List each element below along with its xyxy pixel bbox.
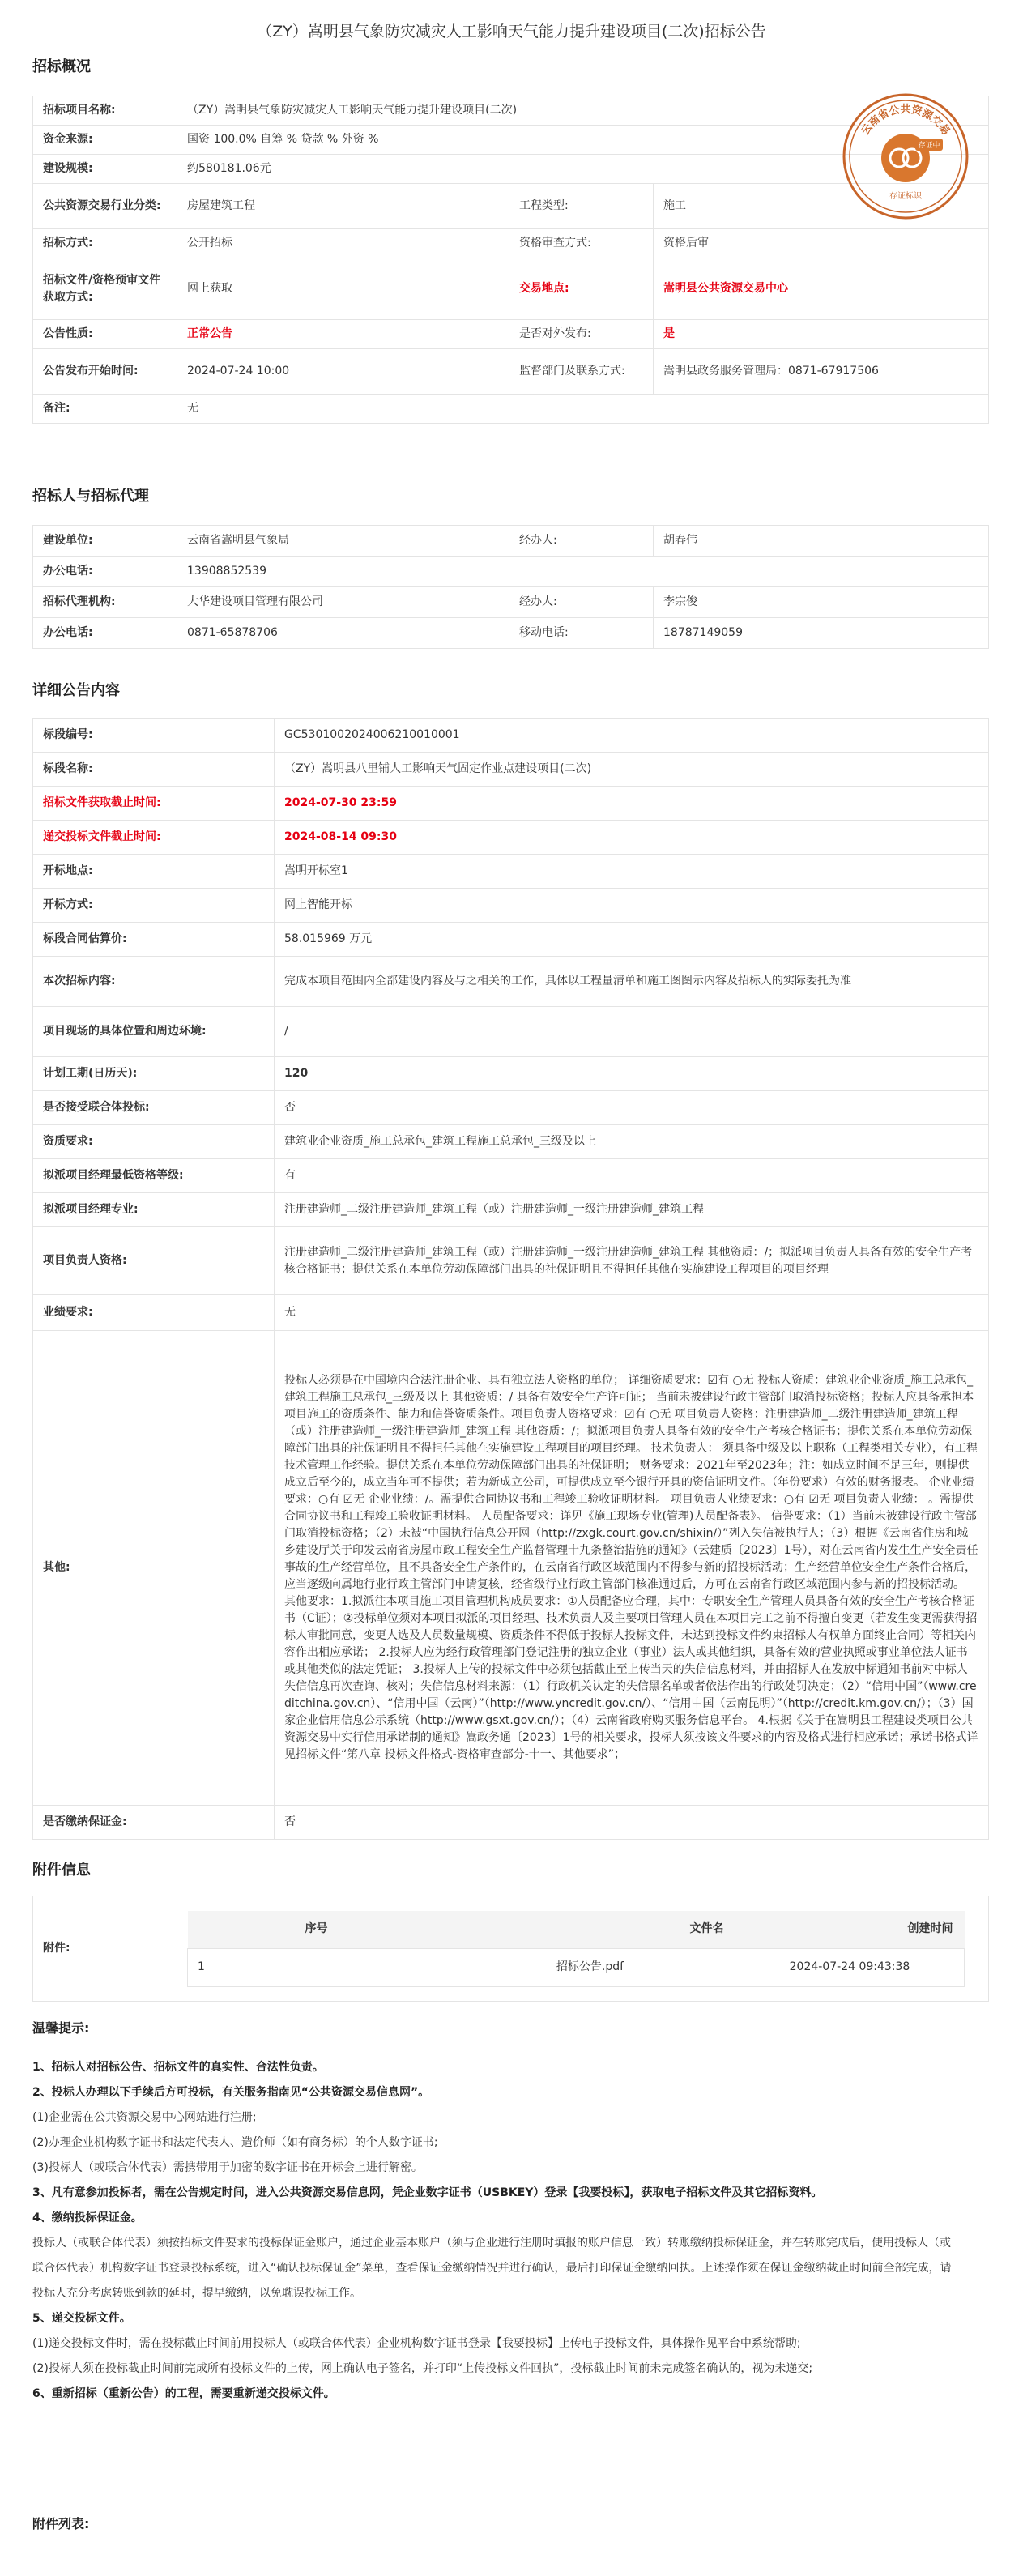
table-row	[33, 855, 989, 889]
section-overview	[32, 55, 91, 76]
certification-seal-icon	[841, 92, 970, 221]
field-label-2: 移动电话:	[509, 618, 654, 649]
table-row	[33, 1331, 989, 1806]
field-label: 建设单位:	[33, 526, 177, 557]
tip-line: 4、缴纳投标保证金。	[32, 2211, 143, 2224]
field-label-2: 资格审查方式:	[509, 229, 654, 258]
section-agency	[32, 484, 149, 505]
table-row	[33, 821, 989, 855]
field-label: 递交投标文件截止时间:	[33, 821, 275, 855]
attachment-header-row	[188, 1911, 965, 1949]
table-row	[33, 1193, 989, 1227]
field-value: （ZY）嵩明县八里铺人工影响天气固定作业点建设项目(二次)	[275, 753, 989, 787]
attachment-number: 1	[188, 1948, 445, 1986]
field-label: 开标方式:	[33, 889, 275, 923]
field-value: 2024-08-14 09:30	[275, 821, 989, 855]
tip-line: 6、重新招标（重新公告）的工程，需要重新递交投标文件。	[32, 2387, 335, 2400]
table-row	[33, 526, 989, 557]
field-value: 58.015969 万元	[275, 923, 989, 957]
field-label: 招标方式:	[33, 229, 177, 258]
attachment-list-footer	[32, 2511, 89, 2536]
field-label: 备注:	[33, 395, 177, 424]
section-heading: 招标人与招标代理	[32, 488, 149, 505]
field-value-2: 是	[654, 320, 989, 349]
field-label: 公告性质:	[33, 320, 177, 349]
field-label: 标段编号:	[33, 719, 275, 753]
field-value: 注册建造师_二级注册建造师_建筑工程（或）注册建造师_一级注册建造师_建筑工程 其他资质：/；拟派项目负责人具备有效的安全生产考核合格证书；提供关系在本单位劳动保障部门出具的社保证明且不得担任其他在实施建设工程项目的项目经理	[275, 1227, 989, 1295]
field-value: 完成本项目范围内全部建设内容及与之相关的工作，具体以工程量清单和施工图图示内容及招标人的实际委托为准	[275, 957, 989, 1007]
table-row	[33, 557, 989, 587]
field-value-2: 嵩明县政务服务管理局：0871-67917506	[654, 349, 989, 395]
field-label: 资质要求:	[33, 1125, 275, 1159]
field-value: 无	[275, 1295, 989, 1331]
field-label-2: 经办人:	[509, 587, 654, 618]
field-label: 标段合同估算价:	[33, 923, 275, 957]
field-label: 公告发布开始时间:	[33, 349, 177, 395]
field-label-2: 经办人:	[509, 526, 654, 557]
table-row	[33, 787, 989, 821]
section-detail	[32, 679, 120, 700]
field-label-2: 交易地点:	[509, 258, 654, 320]
field-label-2: 工程类型:	[509, 184, 654, 229]
svg-text:云南省公共资源交易	[859, 103, 952, 138]
table-row	[33, 1227, 989, 1295]
field-label: 项目负责人资格:	[33, 1227, 275, 1295]
field-value: 房屋建筑工程	[177, 184, 509, 229]
field-value-2: 嵩明县公共资源交易中心	[654, 258, 989, 320]
field-label: 本次招标内容:	[33, 957, 275, 1007]
section-attachments	[32, 1858, 91, 1879]
seal-text-top: 云南省公共资源交易	[859, 104, 953, 138]
field-label: 标段名称:	[33, 753, 275, 787]
agency-table	[32, 525, 989, 649]
field-value: 投标人必须是在中国境内合法注册企业、具有独立法人资格的单位； 详细资质要求：☑有 ○无 投标人资质：建筑业企业资质_施工总承包_建筑工程施工总承包_三级及以上 其他资质：/ 具备有效安全生产许可证； 当前未被建设行政主管部门取消投标资格；投标人应具备承担本项目施工的资质条件、能力和信誉资质条件。项目负责人资格要求：☑有 ○无 项目负责人资格：注册建造师_二级注册建造师_建筑工程（或）注册建造师_一级注册建造师_建筑工程 其他资质：/；拟派项目负责人具备有效的安全生产考核合格证书；提供关系在本单位劳动保障部门出具的社保证明且不得担任其他在实施建设工程项目的项目经理。 技术负责人： 须具备中级及以上职称（工程类相关专业），有工程技术管理工作经验。提供关系在本单位劳动保障部门出具的社保证明； 财务要求：2021年至2023年；注：如成立时间不足三年，则提供成立后至今的，成立当年可不提供；若为新成立公司，可提供成立至今银行开具的资信证明文件。（年份要求）有效的财务报表。 企业业绩要求：○有 ☑无 企业业绩：/。需提供合同协议书和工程竣工验收证明材料。 项目负责人业绩要求：○有 ☑无 项目负责人业绩： 。需提供合同协议书和工程竣工验收证明材料。 人员配备要求：详见《施工现场专业(管理)人员配备表》。 信誉要求：（1）当前未被建设行政主管部门取消投标资格；（2）未被“中国执行信息公开网（http://zxgk.court.gov.cn/shixin/）”列入失信被执行人；（3）根据《云南省住房和城乡建设厅关于印发云南省房屋市政工程安全生产监督管理十九条整治措施的通知》（云建质〔2023〕1号），对在云南省内发生生产安全责任事故的生产经营单位，且不具备安全生产条件的，在云南省行政区域范围内不得参与新的招投标活动；生产经营单位安全生产条件合格后，应当逐级向属地行业行政主管部门申请复核，经省级行业行政主管部门核准通过后，方可在云南省行政区域范围内参与新的招投标活动。 其他要求：1.拟派往本项目施工项目管理机构成员要求：①人员配备应合理，其中：专职安全生产管理人员具备有效的安全生产考核合格证书（C证）；②投标单位须对本项目拟派的项目经理、技术负责人及主要项目管理人员在本项目完工之前不得擅自变更（若发生变更需获得招标人审批同意，变更人选及人员数量规模、资质条件不得低于投标人投标文件，未达到投标文件约束招标人有权单方面终止合同）等相关内容作出相应承诺； 2.投标人应为经行政管理部门登记注册的独立企业（事业）法人或其他组织，具备有效的营业执照或事业单位法人证书或其他类似的法定凭证； 3.投标人上传的投标文件中必须包括截止至上传当天的失信信息材料，并由招标人在发放中标通知书前对中标人失信信息再次查询、核对；失信信息材料来源：（1）行政机关认定的失信黑名单或者依法作出的行政处罚决定；（2）“信用中国”（www.creditchina.gov.cn）、“信用中国（云南）”（http://www.yncredit.gov.cn/）、“信用中国（云南昆明）”（http://credit.km.gov.cn/）；（3）国家企业信用信息公示系统（http://www.gsxt.gov.cn/）；（4）云南省政府购买服务信息平台。 4.根据《关于在嵩明县工程建设类项目公共资源交易中实行信用承诺制的通知》嵩政务通〔2023〕1号的相关要求，投标人须按该文件要求的内容及格式进行相应承诺；承诺书格式详见招标文件“第八章 投标文件格式-资格审查部分-十一、其他要求”；	[275, 1331, 989, 1806]
field-value: 网上智能开标	[275, 889, 989, 923]
tip-line: (2)投标人须在投标截止时间前完成所有投标文件的上传，网上确认电子签名，并打印“上传投标文件回执”，投标截止时间前未完成签名确认的，视为未递交;	[32, 2362, 813, 2375]
field-label: 办公电话:	[33, 557, 177, 587]
field-label: 招标文件获取截止时间:	[33, 787, 275, 821]
column-header: 序号	[188, 1911, 445, 1949]
column-header: 文件名	[445, 1911, 735, 1949]
field-value: 正常公告	[177, 320, 509, 349]
field-value: 2024-07-30 23:59	[275, 787, 989, 821]
tip-line: (3)投标人（或联合体代表）需携带用于加密的数字证书在开标会上进行解密。	[32, 2161, 423, 2174]
field-value: /	[275, 1007, 989, 1057]
seal-text-bottom: 存证标识	[889, 192, 922, 201]
field-value-2: 18787149059	[654, 618, 989, 649]
attachment-list-cell	[177, 1896, 989, 2002]
seal-badge-text: 存证中	[918, 142, 940, 150]
field-value: （ZY）嵩明县气象防灾减灾人工影响天气能力提升建设项目(二次)	[177, 96, 989, 126]
detail-table	[32, 718, 989, 1840]
table-row	[33, 923, 989, 957]
section-heading: 详细公告内容	[32, 682, 120, 699]
field-value: 0871-65878706	[177, 618, 509, 649]
field-label: 是否缴纳保证金:	[33, 1806, 275, 1840]
attachment-list-label: 附件列表:	[32, 2516, 90, 2531]
field-label: 公共资源交易行业分类:	[33, 184, 177, 229]
attachment-list	[187, 1911, 965, 1987]
field-label: 拟派项目经理最低资格等级:	[33, 1159, 275, 1193]
attachment-row	[188, 1948, 965, 1986]
field-value: 注册建造师_二级注册建造师_建筑工程（或）注册建造师_一级注册建造师_建筑工程	[275, 1193, 989, 1227]
tip-line: (1)企业需在公共资源交易中心网站进行注册;	[32, 2111, 257, 2124]
table-row	[33, 1007, 989, 1057]
field-value-2: 李宗俊	[654, 587, 989, 618]
column-header: 创建时间	[735, 1911, 965, 1949]
field-label: 开标地点:	[33, 855, 275, 889]
attachment-created-time: 2024-07-24 09:43:38	[735, 1948, 965, 1986]
table-row	[33, 957, 989, 1007]
field-value: 120	[275, 1057, 989, 1091]
field-label: 建设规模:	[33, 155, 177, 184]
field-value: 无	[177, 395, 989, 424]
tips-heading: 温馨提示:	[32, 2020, 90, 2036]
field-label: 招标文件/资格预审文件获取方式:	[33, 258, 177, 320]
table-row	[33, 1295, 989, 1331]
section-heading: 招标概况	[32, 58, 91, 75]
field-value: 公开招标	[177, 229, 509, 258]
page-title: （ZY）嵩明县气象防灾减灾人工影响天气能力提升建设项目(二次)招标公告	[257, 23, 766, 41]
field-label: 资金来源:	[33, 126, 177, 155]
attachment-file-link[interactable]: 招标公告.pdf	[445, 1948, 735, 1986]
field-value: 否	[275, 1806, 989, 1840]
table-row	[33, 258, 989, 320]
section-heading: 附件信息	[32, 1862, 91, 1879]
table-row	[33, 753, 989, 787]
tip-line: (2)办理企业机构数字证书和法定代表人、造价师（如有商务标）的个人数字证书;	[32, 2136, 438, 2149]
field-value: 网上获取	[177, 258, 509, 320]
field-label-2: 监督部门及联系方式:	[509, 349, 654, 395]
field-value: 云南省嵩明县气象局	[177, 526, 509, 557]
field-label: 项目现场的具体位置和周边环境:	[33, 1007, 275, 1057]
field-value: 13908852539	[177, 557, 989, 587]
tip-line: 投标人（或联合体代表）须按招标文件要求的投标保证金账户，通过企业基本账户（须与企业进行注册时填报的账户信息一致）转账缴纳投标保证金，并在转账完成后，使用投标人（或联合体代表）机构数字证书登录投标系统，进入“确认投标保证金”菜单，查看保证金缴纳情况并进行确认，最后打印保证金缴纳回执。上述操作须在保证金缴纳截止时间前全部完成，请投标人充分考虑转账到款的延时，提早缴纳，以免耽误投标工作。	[32, 2237, 952, 2300]
table-row	[33, 1896, 989, 2002]
attachments-table	[32, 1896, 989, 2002]
field-value: 大华建设项目管理有限公司	[177, 587, 509, 618]
field-value: 约580181.06元	[177, 155, 989, 184]
table-row	[33, 1159, 989, 1193]
field-value-2: 资格后审	[654, 229, 989, 258]
table-row	[33, 1125, 989, 1159]
field-value: 有	[275, 1159, 989, 1193]
table-row	[33, 618, 989, 649]
tips-section	[32, 2015, 960, 2407]
field-value: 嵩明开标室1	[275, 855, 989, 889]
field-value: 2024-07-24 10:00	[177, 349, 509, 395]
table-row	[33, 889, 989, 923]
field-value: 国资 100.0% 自筹 % 贷款 % 外资 %	[177, 126, 989, 155]
table-row	[33, 229, 989, 258]
field-label: 其他:	[33, 1331, 275, 1806]
field-value: 否	[275, 1091, 989, 1125]
tip-line: 3、凡有意参加投标者，需在公告规定时间，进入公共资源交易信息网，凭企业数字证书（USBKEY）登录【我要投标】，获取电子招标文件及其它招标资料。	[32, 2186, 823, 2199]
tip-line: 2、投标人办理以下手续后方可投标，有关服务指南见“公共资源交易信息网”。	[32, 2086, 430, 2099]
field-label: 附件:	[33, 1896, 177, 2002]
field-label: 招标代理机构:	[33, 587, 177, 618]
field-label-2: 是否对外发布:	[509, 320, 654, 349]
table-row	[33, 1806, 989, 1840]
tip-line: 1、招标人对招标公告、招标文件的真实性、合法性负责。	[32, 2061, 324, 2074]
tip-line: 5、递交投标文件。	[32, 2312, 131, 2325]
field-label: 业绩要求:	[33, 1295, 275, 1331]
table-row	[33, 719, 989, 753]
field-value: GC5301002024006210010001	[275, 719, 989, 753]
field-label: 是否接受联合体投标:	[33, 1091, 275, 1125]
field-label: 办公电话:	[33, 618, 177, 649]
table-row	[33, 320, 989, 349]
field-value: 建筑业企业资质_施工总承包_建筑工程施工总承包_三级及以上	[275, 1125, 989, 1159]
table-row	[33, 349, 989, 395]
table-row	[33, 1057, 989, 1091]
field-value-2: 胡春伟	[654, 526, 989, 557]
table-row	[33, 1091, 989, 1125]
field-value-2: 施工	[654, 184, 989, 229]
field-label: 计划工期(日历天):	[33, 1057, 275, 1091]
table-row	[33, 587, 989, 618]
field-label: 招标项目名称:	[33, 96, 177, 126]
table-row	[33, 395, 989, 424]
tip-line: (1)递交投标文件时，需在投标截止时间前用投标人（或联合体代表）企业机构数字证书登录【我要投标】上传电子投标文件，具体操作见平台中系统帮助;	[32, 2337, 801, 2350]
field-label: 拟派项目经理专业:	[33, 1193, 275, 1227]
